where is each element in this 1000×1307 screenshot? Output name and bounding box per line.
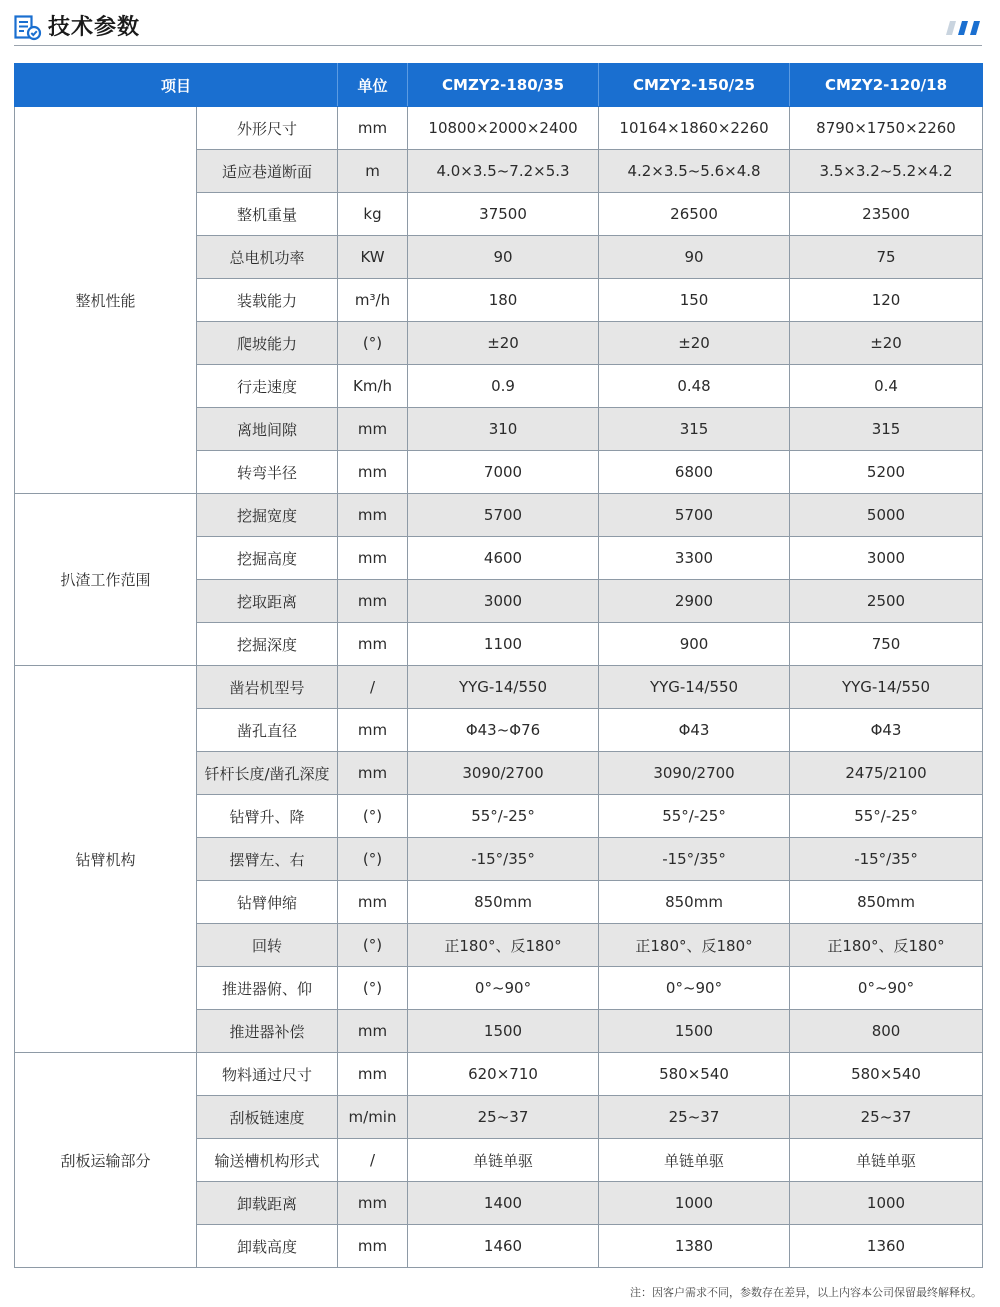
value-cell: 0°~90°: [599, 967, 790, 1010]
item-name: 卸载距离: [197, 1182, 338, 1225]
item-name: 挖掘深度: [197, 623, 338, 666]
unit-cell: KW: [338, 236, 408, 279]
value-cell: 3300: [599, 537, 790, 580]
unit-cell: (°): [338, 795, 408, 838]
value-cell: Φ43: [599, 709, 790, 752]
value-cell: 单链单驱: [599, 1139, 790, 1182]
item-name: 挖掘宽度: [197, 494, 338, 537]
value-cell: 3090/2700: [599, 752, 790, 795]
value-cell: 580×540: [599, 1053, 790, 1096]
unit-cell: mm: [338, 1010, 408, 1053]
value-cell: 25~37: [599, 1096, 790, 1139]
value-cell: 37500: [408, 193, 599, 236]
unit-cell: mm: [338, 107, 408, 150]
value-cell: 55°/-25°: [599, 795, 790, 838]
value-cell: 10164×1860×2260: [599, 107, 790, 150]
item-name: 整机重量: [197, 193, 338, 236]
group-label: 刮板运输部分: [15, 1053, 197, 1268]
item-name: 物料通过尺寸: [197, 1053, 338, 1096]
item-name: 离地间隙: [197, 408, 338, 451]
item-name: 推进器俯、仰: [197, 967, 338, 1010]
value-cell: 90: [599, 236, 790, 279]
unit-cell: mm: [338, 494, 408, 537]
value-cell: 10800×2000×2400: [408, 107, 599, 150]
unit-cell: mm: [338, 881, 408, 924]
value-cell: 315: [790, 408, 983, 451]
unit-cell: (°): [338, 838, 408, 881]
value-cell: 5700: [599, 494, 790, 537]
item-name: 挖取距离: [197, 580, 338, 623]
item-name: 输送槽机构形式: [197, 1139, 338, 1182]
value-cell: 5700: [408, 494, 599, 537]
value-cell: 正180°、反180°: [408, 924, 599, 967]
table-row: [15, 1053, 983, 1096]
value-cell: ±20: [408, 322, 599, 365]
unit-cell: (°): [338, 924, 408, 967]
unit-cell: m³/h: [338, 279, 408, 322]
group-label: 钻臂机构: [15, 666, 197, 1053]
value-cell: ±20: [790, 322, 983, 365]
value-cell: ±20: [599, 322, 790, 365]
unit-cell: (°): [338, 322, 408, 365]
table-row: [15, 494, 983, 537]
item-name: 回转: [197, 924, 338, 967]
item-name: 凿岩机型号: [197, 666, 338, 709]
item-name: 推进器补偿: [197, 1010, 338, 1053]
value-cell: -15°/35°: [790, 838, 983, 881]
value-cell: 1500: [599, 1010, 790, 1053]
page-header: [14, 12, 982, 44]
unit-cell: kg: [338, 193, 408, 236]
value-cell: 1500: [408, 1010, 599, 1053]
value-cell: 850mm: [599, 881, 790, 924]
value-cell: 75: [790, 236, 983, 279]
value-cell: 900: [599, 623, 790, 666]
value-cell: 1400: [408, 1182, 599, 1225]
value-cell: 0.4: [790, 365, 983, 408]
table-header-row: [15, 64, 983, 107]
item-name: 转弯半径: [197, 451, 338, 494]
item-name: 总电机功率: [197, 236, 338, 279]
value-cell: 3000: [408, 580, 599, 623]
value-cell: 580×540: [790, 1053, 983, 1096]
value-cell: 315: [599, 408, 790, 451]
table-row: [15, 666, 983, 709]
unit-cell: mm: [338, 752, 408, 795]
value-cell: 180: [408, 279, 599, 322]
value-cell: 55°/-25°: [408, 795, 599, 838]
value-cell: 800: [790, 1010, 983, 1053]
value-cell: 3090/2700: [408, 752, 599, 795]
value-cell: 1000: [599, 1182, 790, 1225]
value-cell: 0°~90°: [790, 967, 983, 1010]
unit-cell: mm: [338, 1225, 408, 1268]
value-cell: 1460: [408, 1225, 599, 1268]
value-cell: 150: [599, 279, 790, 322]
unit-cell: (°): [338, 967, 408, 1010]
value-cell: 55°/-25°: [790, 795, 983, 838]
value-cell: Φ43~Φ76: [408, 709, 599, 752]
value-cell: 1360: [790, 1225, 983, 1268]
value-cell: 5200: [790, 451, 983, 494]
value-cell: 310: [408, 408, 599, 451]
value-cell: 850mm: [408, 881, 599, 924]
value-cell: 750: [790, 623, 983, 666]
value-cell: YYG-14/550: [790, 666, 983, 709]
value-cell: 620×710: [408, 1053, 599, 1096]
unit-cell: mm: [338, 1182, 408, 1225]
value-cell: 2500: [790, 580, 983, 623]
stripes-icon: [946, 21, 980, 35]
value-cell: 1000: [790, 1182, 983, 1225]
item-name: 卸载高度: [197, 1225, 338, 1268]
value-cell: 6800: [599, 451, 790, 494]
item-name: 适应巷道断面: [197, 150, 338, 193]
unit-cell: /: [338, 1139, 408, 1182]
value-cell: 90: [408, 236, 599, 279]
header-unit: 单位: [338, 64, 408, 107]
value-cell: YYG-14/550: [599, 666, 790, 709]
spec-table: [14, 63, 983, 1268]
item-name: 外形尺寸: [197, 107, 338, 150]
value-cell: 23500: [790, 193, 983, 236]
value-cell: 0.48: [599, 365, 790, 408]
unit-cell: mm: [338, 537, 408, 580]
value-cell: 单链单驱: [408, 1139, 599, 1182]
value-cell: 850mm: [790, 881, 983, 924]
unit-cell: mm: [338, 408, 408, 451]
item-name: 钻臂升、降: [197, 795, 338, 838]
value-cell: 4.0×3.5~7.2×5.3: [408, 150, 599, 193]
value-cell: 120: [790, 279, 983, 322]
unit-cell: /: [338, 666, 408, 709]
item-name: 爬坡能力: [197, 322, 338, 365]
unit-cell: mm: [338, 623, 408, 666]
value-cell: 单链单驱: [790, 1139, 983, 1182]
item-name: 摆臂左、右: [197, 838, 338, 881]
table-body: [15, 107, 983, 1268]
item-name: 刮板链速度: [197, 1096, 338, 1139]
table-row: [15, 107, 983, 150]
value-cell: 8790×1750×2260: [790, 107, 983, 150]
value-cell: 4.2×3.5~5.6×4.8: [599, 150, 790, 193]
value-cell: 5000: [790, 494, 983, 537]
value-cell: 7000: [408, 451, 599, 494]
document-settings-icon: [14, 15, 42, 41]
unit-cell: mm: [338, 709, 408, 752]
item-name: 凿孔直径: [197, 709, 338, 752]
value-cell: 0.9: [408, 365, 599, 408]
value-cell: 0°~90°: [408, 967, 599, 1010]
value-cell: 1100: [408, 623, 599, 666]
value-cell: 3.5×3.2~5.2×4.2: [790, 150, 983, 193]
item-name: 装载能力: [197, 279, 338, 322]
value-cell: 3000: [790, 537, 983, 580]
value-cell: Φ43: [790, 709, 983, 752]
group-label: 扒渣工作范围: [15, 494, 197, 666]
value-cell: -15°/35°: [599, 838, 790, 881]
value-cell: 26500: [599, 193, 790, 236]
value-cell: 1380: [599, 1225, 790, 1268]
value-cell: YYG-14/550: [408, 666, 599, 709]
value-cell: -15°/35°: [408, 838, 599, 881]
unit-cell: mm: [338, 451, 408, 494]
unit-cell: m: [338, 150, 408, 193]
value-cell: 正180°、反180°: [790, 924, 983, 967]
value-cell: 正180°、反180°: [599, 924, 790, 967]
item-name: 钎杆长度/凿孔深度: [197, 752, 338, 795]
value-cell: 25~37: [790, 1096, 983, 1139]
value-cell: 2475/2100: [790, 752, 983, 795]
unit-cell: m/min: [338, 1096, 408, 1139]
item-name: 挖掘高度: [197, 537, 338, 580]
group-label: 整机性能: [15, 107, 197, 494]
unit-cell: Km/h: [338, 365, 408, 408]
value-cell: 2900: [599, 580, 790, 623]
value-cell: 25~37: [408, 1096, 599, 1139]
unit-cell: mm: [338, 580, 408, 623]
footnote: 注：因客户需求不同，参数存在差异，以上内容本公司保留最终解释权。: [630, 1286, 982, 1299]
page-title: 技术参数: [48, 15, 141, 40]
header-model-3: CMZY2-120/18: [790, 64, 983, 107]
unit-cell: mm: [338, 1053, 408, 1096]
header-divider: [14, 45, 982, 46]
header-item: 项目: [15, 64, 338, 107]
item-name: 行走速度: [197, 365, 338, 408]
header-model-1: CMZY2-180/35: [408, 64, 599, 107]
header-model-2: CMZY2-150/25: [599, 64, 790, 107]
value-cell: 4600: [408, 537, 599, 580]
item-name: 钻臂伸缩: [197, 881, 338, 924]
